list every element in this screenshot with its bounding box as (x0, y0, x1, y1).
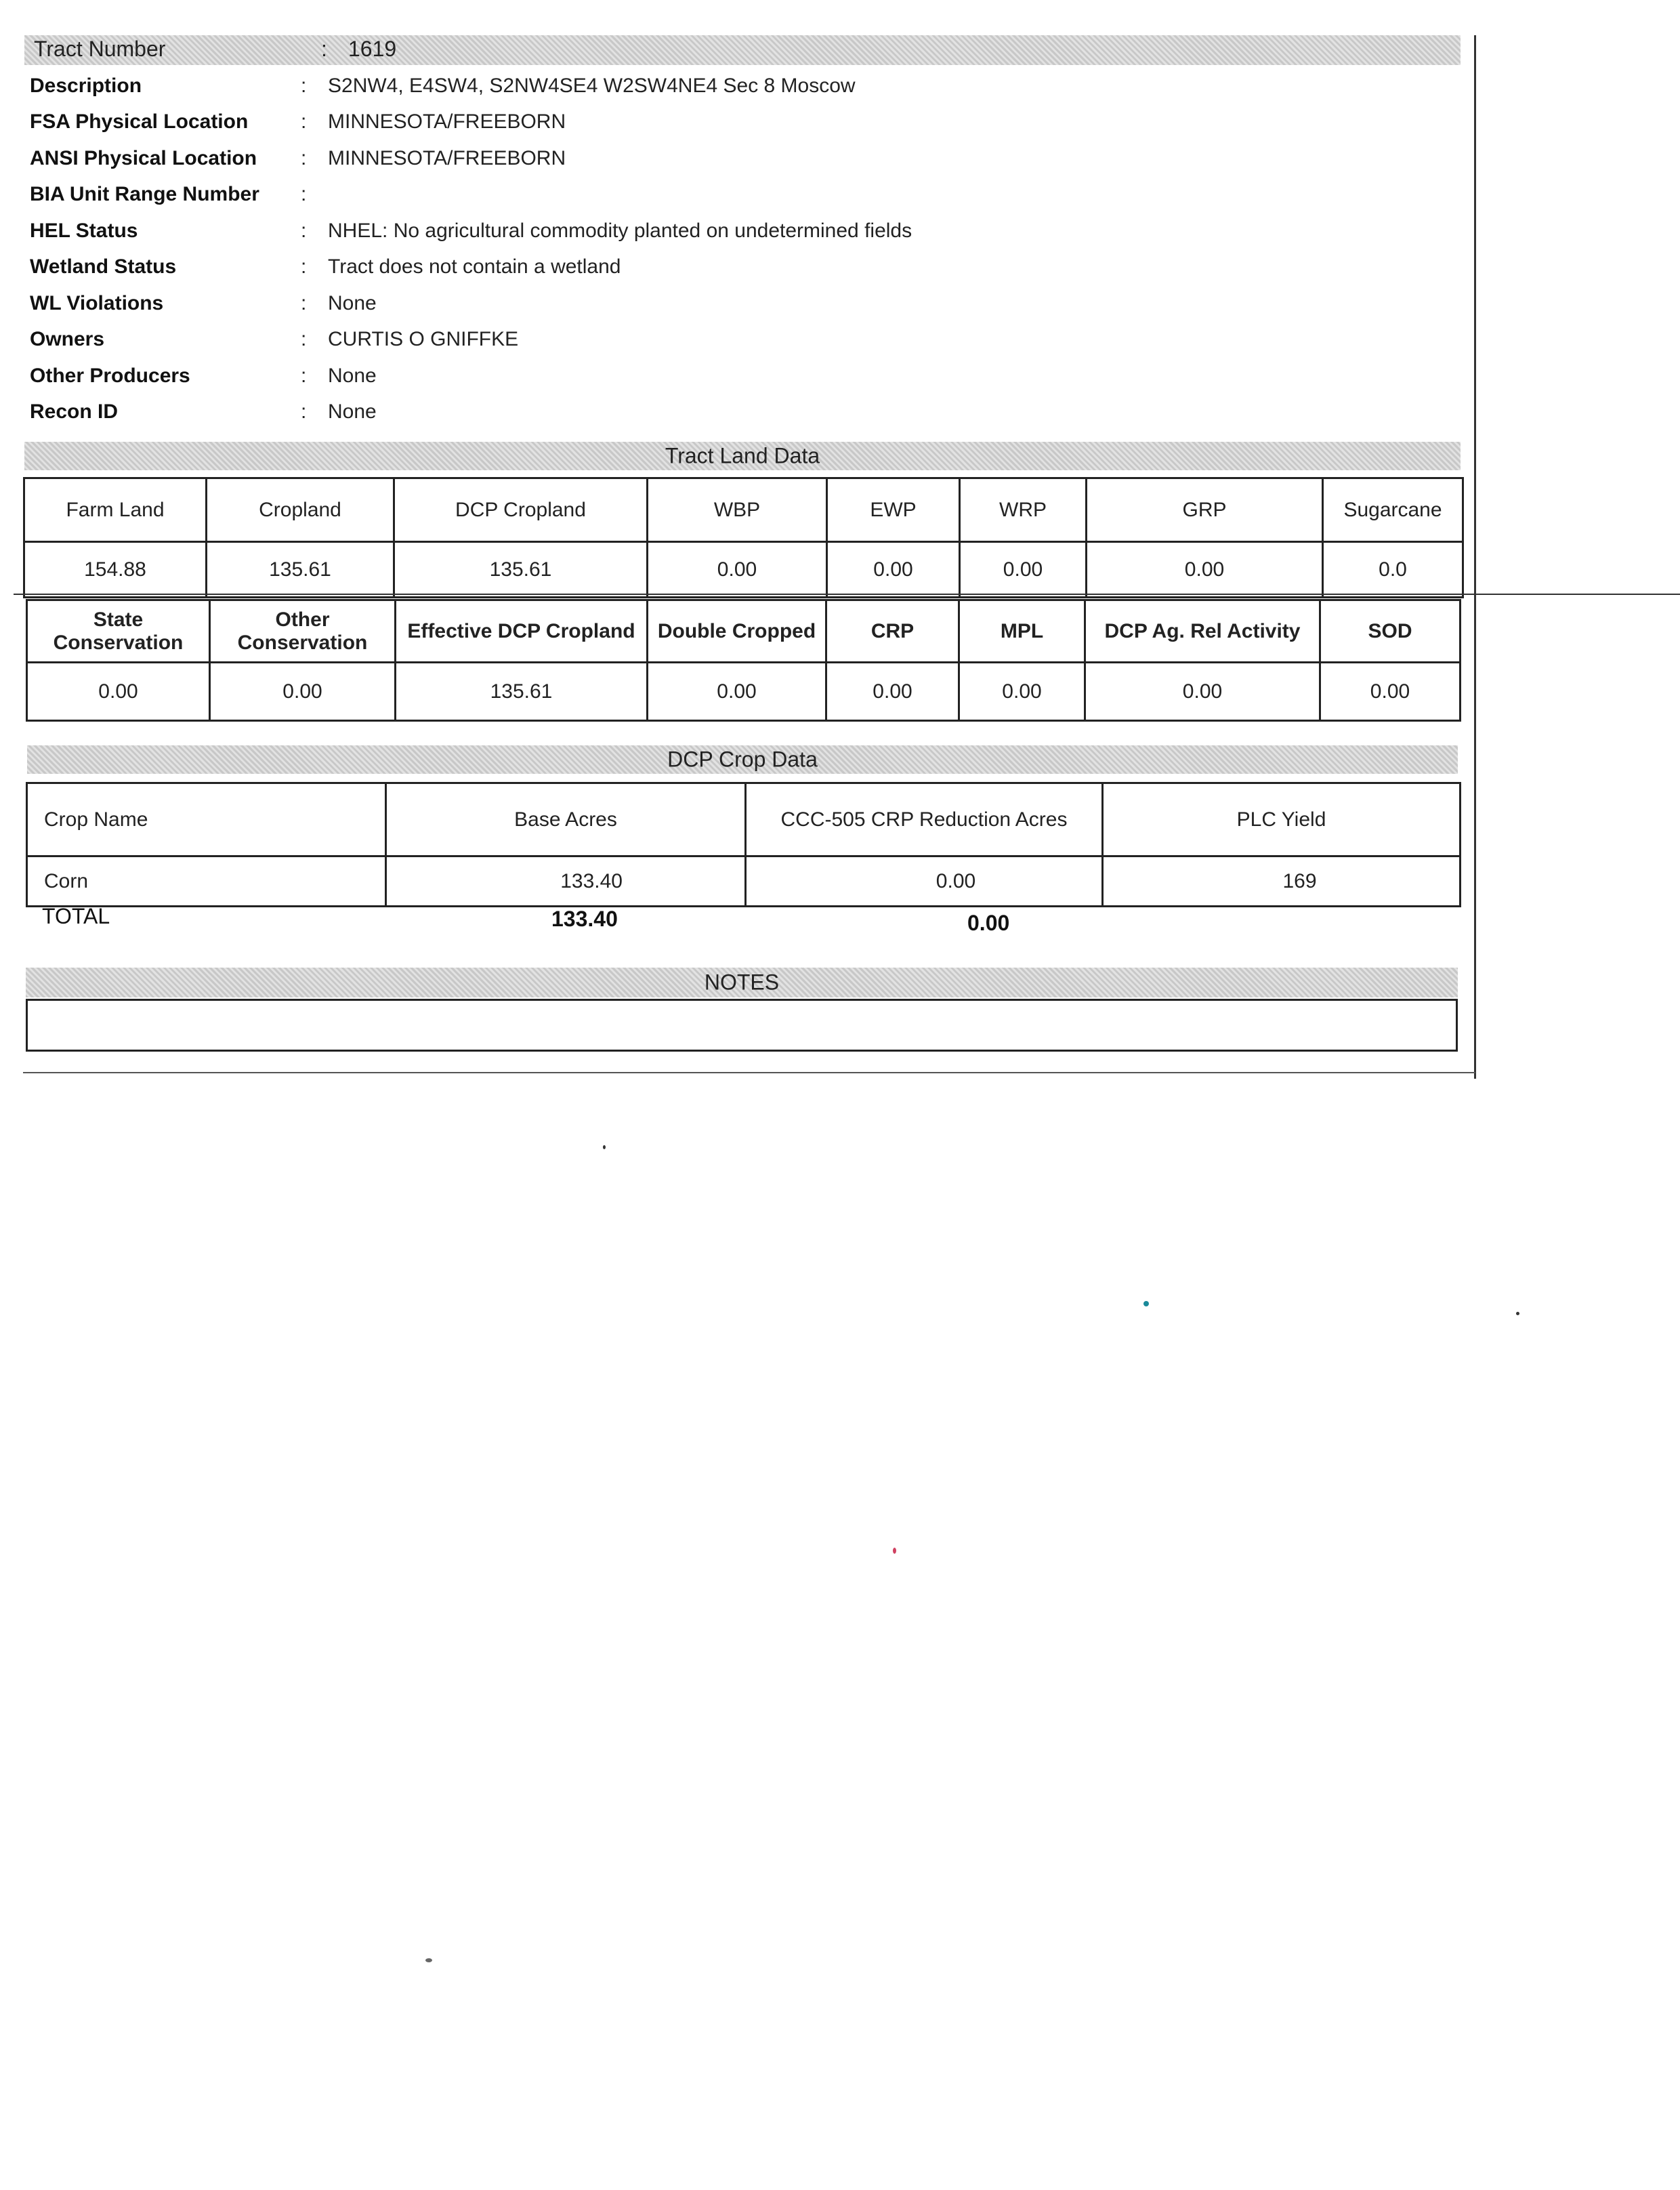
notes-header (26, 968, 1458, 997)
total-base-acres: 133.40 (551, 907, 618, 931)
separator-line (14, 594, 1680, 595)
detail-row: Recon ID : None (30, 400, 377, 423)
base-acres-cell: 133.40 (386, 856, 746, 907)
detail-row: ANSI Physical Location : MINNESOTA/FREEBORN (30, 146, 566, 169)
header-state-conservation: State Conservation (27, 600, 210, 663)
plc-yield-cell: 169 (1103, 856, 1461, 907)
value-cropland: 135.61 (207, 542, 394, 598)
crp-reduction-cell: 0.00 (746, 856, 1103, 907)
header-crop-name: Crop Name (27, 783, 386, 856)
detail-label: BIA Unit Range Number (30, 183, 259, 206)
header-cropland: Cropland (207, 478, 394, 542)
value-mpl: 0.00 (959, 663, 1085, 721)
tract-land-data-title: Tract Land Data (665, 443, 820, 468)
detail-value: Tract does not contain a wetland (328, 255, 621, 278)
detail-value: S2NW4, E4SW4, S2NW4SE4 W2SW4NE4 Sec 8 Moscow (328, 74, 856, 97)
detail-label: Other Producers (30, 364, 190, 387)
header-crp-reduction-acres: CCC-505 CRP Reduction Acres (746, 783, 1103, 856)
detail-value: CURTIS O GNIFFKE (328, 328, 519, 351)
header-crp: CRP (826, 600, 959, 663)
value-sod: 0.00 (1320, 663, 1461, 721)
dcp-crop-data-title: DCP Crop Data (667, 747, 818, 772)
detail-label: Wetland Status (30, 255, 177, 278)
detail-row: WL Violations : None (30, 291, 377, 314)
tract-number-colon: : (321, 37, 327, 61)
tract-number-label: Tract Number (34, 37, 166, 61)
header-dcp-ag-rel-activity: DCP Ag. Rel Activity (1085, 600, 1320, 663)
header-plc-yield: PLC Yield (1103, 783, 1461, 856)
value-sugarcane: 0.0 (1323, 542, 1463, 598)
detail-row: Description : S2NW4, E4SW4, S2NW4SE4 W2SW4NE4 Sec 8 Moscow (30, 74, 856, 97)
scan-speck (1516, 1312, 1519, 1315)
detail-label: Owners (30, 328, 105, 351)
tract-land-table-1 (23, 477, 1464, 598)
detail-value: None (328, 400, 377, 423)
detail-label: ANSI Physical Location (30, 146, 257, 169)
detail-row: BIA Unit Range Number : (30, 183, 307, 206)
value-wrp: 0.00 (960, 542, 1087, 598)
tract-land-table-2 (26, 599, 1461, 722)
detail-label: Description (30, 74, 142, 97)
header-grp: GRP (1087, 478, 1323, 542)
detail-row: Wetland Status : Tract does not contain a wetland (30, 255, 621, 278)
notes-box (26, 999, 1458, 1052)
header-dcp-cropland: DCP Cropland (394, 478, 648, 542)
tract-details (30, 68, 1439, 430)
detail-row: Other Producers : None (30, 364, 377, 387)
scan-speck (893, 1548, 896, 1554)
detail-value: MINNESOTA/FREEBORN (328, 110, 566, 133)
value-dcp-cropland: 135.61 (394, 542, 648, 598)
value-other-conservation: 0.00 (210, 663, 396, 721)
value-state-conservation: 0.00 (27, 663, 210, 721)
form-right-border (1474, 35, 1476, 1079)
total-label: TOTAL (42, 904, 110, 928)
scan-speck (1143, 1301, 1149, 1306)
detail-value: None (328, 364, 377, 387)
value-dcp-ag-rel-activity: 0.00 (1085, 663, 1320, 721)
form-bottom-rule (23, 1072, 1475, 1073)
dcp-crop-table (26, 782, 1461, 907)
header-effective-dcp-cropland: Effective DCP Cropland (396, 600, 648, 663)
header-sugarcane: Sugarcane (1323, 478, 1463, 542)
header-mpl: MPL (959, 600, 1085, 663)
table-row (27, 856, 1461, 907)
tract-number-bar (24, 35, 1461, 65)
header-sod: SOD (1320, 600, 1461, 663)
detail-label: HEL Status (30, 219, 138, 242)
header-ewp: EWP (827, 478, 960, 542)
tract-land-data-header (24, 442, 1461, 470)
total-reduction: 0.00 (967, 911, 1010, 935)
detail-value: None (328, 291, 377, 314)
value-wbp: 0.00 (648, 542, 827, 598)
detail-label: WL Violations (30, 291, 164, 314)
header-other-conservation: Other Conservation (210, 600, 396, 663)
header-farm-land: Farm Land (24, 478, 207, 542)
detail-value: NHEL: No agricultural commodity planted on undetermined fields (328, 219, 912, 242)
detail-value: MINNESOTA/FREEBORN (328, 146, 566, 169)
value-effective-dcp-cropland: 135.61 (396, 663, 648, 721)
detail-row: Owners : CURTIS O GNIFFKE (30, 328, 519, 351)
value-ewp: 0.00 (827, 542, 960, 598)
header-double-cropped: Double Cropped (648, 600, 826, 663)
scan-speck (425, 1958, 432, 1962)
tract-number-value: 1619 (348, 37, 397, 61)
dcp-crop-data-header (27, 745, 1458, 774)
value-farm-land: 154.88 (24, 542, 207, 598)
header-wrp: WRP (960, 478, 1087, 542)
detail-row: HEL Status : NHEL: No agricultural commodity planted on undetermined fields (30, 219, 912, 242)
value-grp: 0.00 (1087, 542, 1323, 598)
scan-speck (603, 1145, 606, 1149)
crop-name-cell: Corn (27, 856, 386, 907)
detail-label: Recon ID (30, 400, 119, 423)
value-double-cropped: 0.00 (648, 663, 826, 721)
value-crp: 0.00 (826, 663, 959, 721)
notes-title: NOTES (704, 970, 780, 995)
detail-label: FSA Physical Location (30, 110, 249, 133)
detail-row: FSA Physical Location : MINNESOTA/FREEBORN (30, 110, 566, 133)
header-base-acres: Base Acres (386, 783, 746, 856)
header-wbp: WBP (648, 478, 827, 542)
